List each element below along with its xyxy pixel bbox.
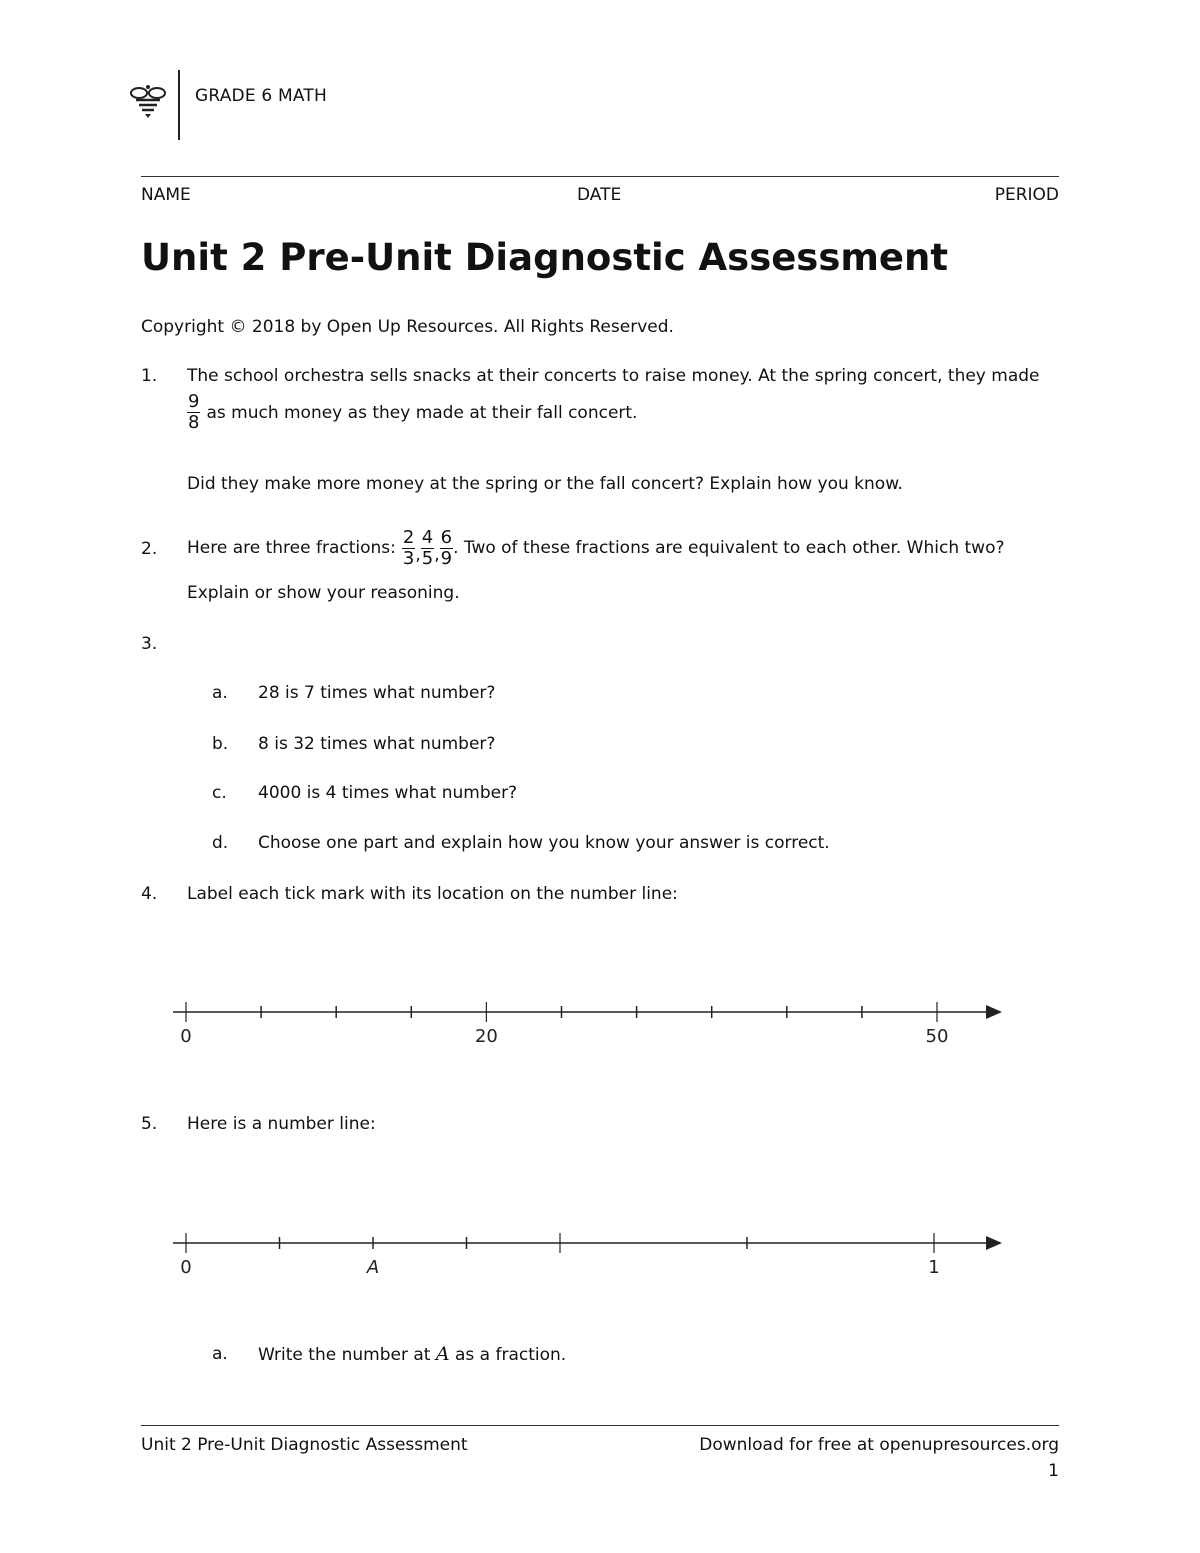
q1-line1: The school orchestra sells snacks at their concerts to raise money. At the spring concert, they made [187, 366, 1040, 386]
q5-label-2: 1 [928, 1257, 940, 1278]
q3-part-d-text: Choose one part and explain how you know your answer is correct. [258, 833, 830, 853]
q1-line2-text: as much money as they made at their fall concert. [206, 402, 638, 423]
q3-number: 3. [141, 634, 158, 654]
q5-number-line [160, 1222, 1020, 1282]
footer-rule [141, 1425, 1059, 1426]
q2-suffix: . Two of these fractions are equivalent to each other. Which two? [453, 538, 1005, 558]
q2-fraction-2-numerator: 4 [421, 526, 434, 548]
q5-number: 5. [141, 1114, 158, 1134]
q3-part-c-letter: c. [212, 783, 227, 803]
q4-number-line [160, 995, 1020, 1055]
copyright-text: Copyright © 2018 by Open Up Resources. All Rights Reserved. [141, 317, 674, 337]
q3-part-a-letter: a. [212, 683, 228, 703]
q3-part-b-text: 8 is 32 times what number? [258, 734, 496, 754]
q2-fraction-1 [402, 528, 415, 569]
q1-fraction [187, 392, 200, 433]
q1-line2 [187, 392, 637, 433]
q5-label-1: A [366, 1257, 380, 1278]
q3-part-a-text: 28 is 7 times what number? [258, 683, 496, 703]
q2-fraction-1-denominator: 3 [402, 547, 415, 569]
q5-part-a-letter: a. [212, 1344, 228, 1364]
q5-part-a-prefix: Write the number at [258, 1345, 431, 1365]
period-label: PERIOD [994, 185, 1059, 205]
date-label: DATE [577, 185, 622, 205]
q3-part-d-letter: d. [212, 833, 229, 853]
page-number: 1 [1048, 1461, 1059, 1481]
q5-label-0: 0 [180, 1257, 192, 1278]
page-title: Unit 2 Pre-Unit Diagnostic Assessment [141, 236, 949, 279]
bee-logo-icon [128, 80, 168, 120]
comma: , [434, 545, 440, 565]
footer-title: Unit 2 Pre-Unit Diagnostic Assessment [141, 1435, 468, 1455]
q2-line2: Explain or show your reasoning. [187, 583, 460, 603]
header-rule [141, 176, 1059, 177]
q4-text: Label each tick mark with its location on the number line: [187, 884, 678, 904]
q2-fraction-3 [440, 528, 453, 569]
q5-part-a-text [258, 1343, 566, 1366]
open-up-resources-logo [128, 80, 168, 120]
comma: , [415, 545, 421, 565]
q5-part-a-variable: A [435, 1343, 450, 1365]
q2-fraction-3-numerator: 6 [440, 526, 453, 548]
q5-arrow-head [986, 1236, 1002, 1250]
q3-part-b-letter: b. [212, 734, 229, 754]
q2-line1 [187, 520, 1005, 576]
q4-label-0: 0 [180, 1026, 192, 1047]
q2-prefix: Here are three fractions: [187, 538, 396, 558]
q2-fraction-1-numerator: 2 [402, 526, 415, 548]
q2-fraction-2 [421, 528, 434, 569]
q4-label-2: 50 [925, 1026, 949, 1047]
q1-fraction-denominator: 8 [188, 412, 200, 433]
q2-fraction-2-denominator: 5 [421, 547, 434, 569]
q2-fraction-3-denominator: 9 [440, 547, 453, 569]
q4-label-1: 20 [474, 1026, 498, 1047]
name-label: NAME [141, 185, 191, 205]
q1-line3: Did they make more money at the spring or the fall concert? Explain how you know. [187, 474, 903, 494]
q1-fraction-numerator: 9 [188, 391, 200, 412]
q1-number: 1. [141, 366, 158, 386]
q2-number: 2. [141, 539, 158, 559]
header-divider [178, 70, 180, 140]
q4-number: 4. [141, 884, 158, 904]
q3-part-c-text: 4000 is 4 times what number? [258, 783, 518, 803]
footer-download-link[interactable]: Download for free at openupresources.org [699, 1435, 1059, 1455]
q5-text: Here is a number line: [187, 1114, 376, 1134]
q4-arrow-head [986, 1005, 1002, 1019]
grade-label: GRADE 6 MATH [195, 86, 327, 106]
q5-part-a-suffix: as a fraction. [454, 1345, 567, 1365]
